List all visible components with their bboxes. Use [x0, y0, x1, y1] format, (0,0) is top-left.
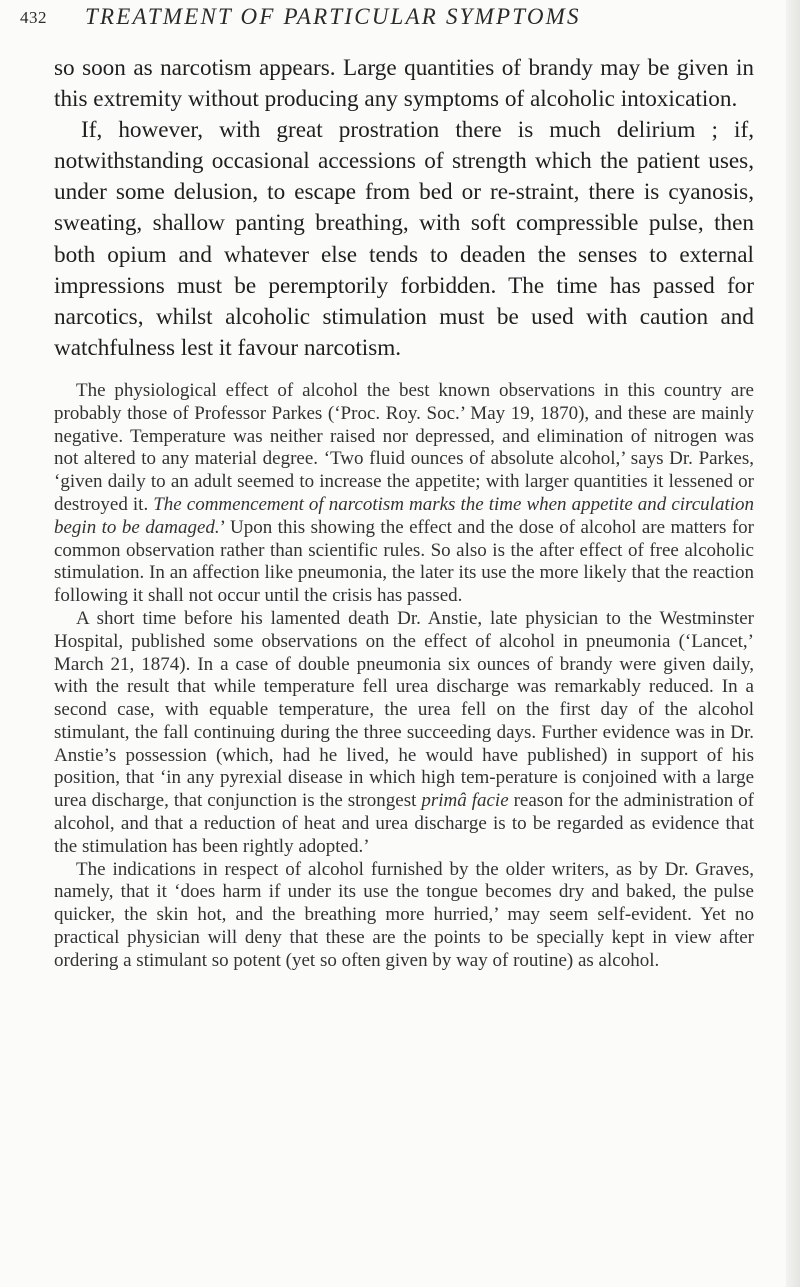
main-text: [54, 53, 754, 364]
paragraph-anstie: [54, 608, 754, 859]
body-text: [54, 53, 754, 973]
paragraph-indications: [54, 859, 754, 973]
paragraph-physiological-effect: [54, 380, 754, 608]
paragraph-continuation: so soon as narcotism appears. Large quantities of brandy may be given in this extremity without producing any symptoms of alcoholic intoxication.: [54, 55, 754, 113]
small-print-section: [54, 380, 754, 973]
text-run: ’ Upon this showing the effect and the dose of alcohol are matters for common observation rather than scientific rules. So also is the after effect of free alcoholic stimulation. In an affection like pneumonia, the later its use the more likely that the reaction following it shall not occur until the crisis has passed.: [54, 516, 754, 607]
italic-text-run: The commencement of narcotism marks the time when appetite and circulation begin to be damaged.: [54, 493, 754, 538]
text-run: The indications in respect of alcohol furnished by the older writers, as by Dr. Graves, namely, that it ‘does harm if under its use the tongue becomes dry and baked, the pulse quicker, the skin hot, and the breathing more hurried,’ may seem self-evident. Yet no practical physician will deny that these are the points to be specially kept in view after ordering a stimulant so potent (yet so often given by way of routine) as alcohol.: [54, 858, 754, 971]
paragraph-prostration: If, however, with great prostration there is much delirium ; if, notwithstanding occasional accessions of strength which the patient uses, under some delusion, to escape from bed or re-straint, there is cyanosis, sweating, shallow panting breathing, with soft compressible pulse, then both opium and whatever else tends to deaden the senses to external impressions must be peremptorily forbidden. The time has passed for narcotics, whilst alcoholic stimulation must be used with caution and watchfulness lest it favour narcotism.: [54, 117, 754, 361]
text-run: The physiological effect of alcohol the best known observations in this country are probably those of Professor Parkes (‘Proc. Roy. Soc.’ May 19, 1870), and these are mainly negative. Temperature was neither raised nor depressed, and elimination of nitrogen was not altered to any material degree. ‘Two fluid ounces of absolute alcohol,’ says Dr. Parkes, ‘given daily to an adult seemed to increase the appetite; with larger quantities it lessened or destroyed it.: [54, 379, 754, 515]
page-edge-shadow: [786, 0, 800, 1287]
italic-text-run: primâ facie: [421, 790, 509, 812]
text-run: A short time before his lamented death Dr. Anstie, late physician to the Westminster Hospital, published some observations on the effect of alcohol in pneumonia (‘Lancet,’ March 21, 1874). In a case of double pneumonia six ounces of brandy were given daily, with the result that while temperature fell urea discharge was remarkably reduced. In a second case, with equable temperature, the urea fell on the first day of the alcohol stimulant, the fall continuing during the three succeeding days. Further evidence was in Dr. Anstie’s possession (which, had he lived, he would have published) in support of his position, that ‘in any pyrexial disease in which high tem-perature is conjoined with a large urea discharge, that conjunction is the strongest: [54, 607, 754, 812]
running-head: [20, 4, 780, 34]
running-title: TREATMENT OF PARTICULAR SYMPTOMS: [85, 4, 581, 29]
page-number: 432: [20, 8, 47, 27]
text-run: reason for the administration of alcohol, and that a reduction of heat and urea discharge is to be regarded as evidence that the stimulation has been rightly adopted.’: [54, 790, 755, 857]
